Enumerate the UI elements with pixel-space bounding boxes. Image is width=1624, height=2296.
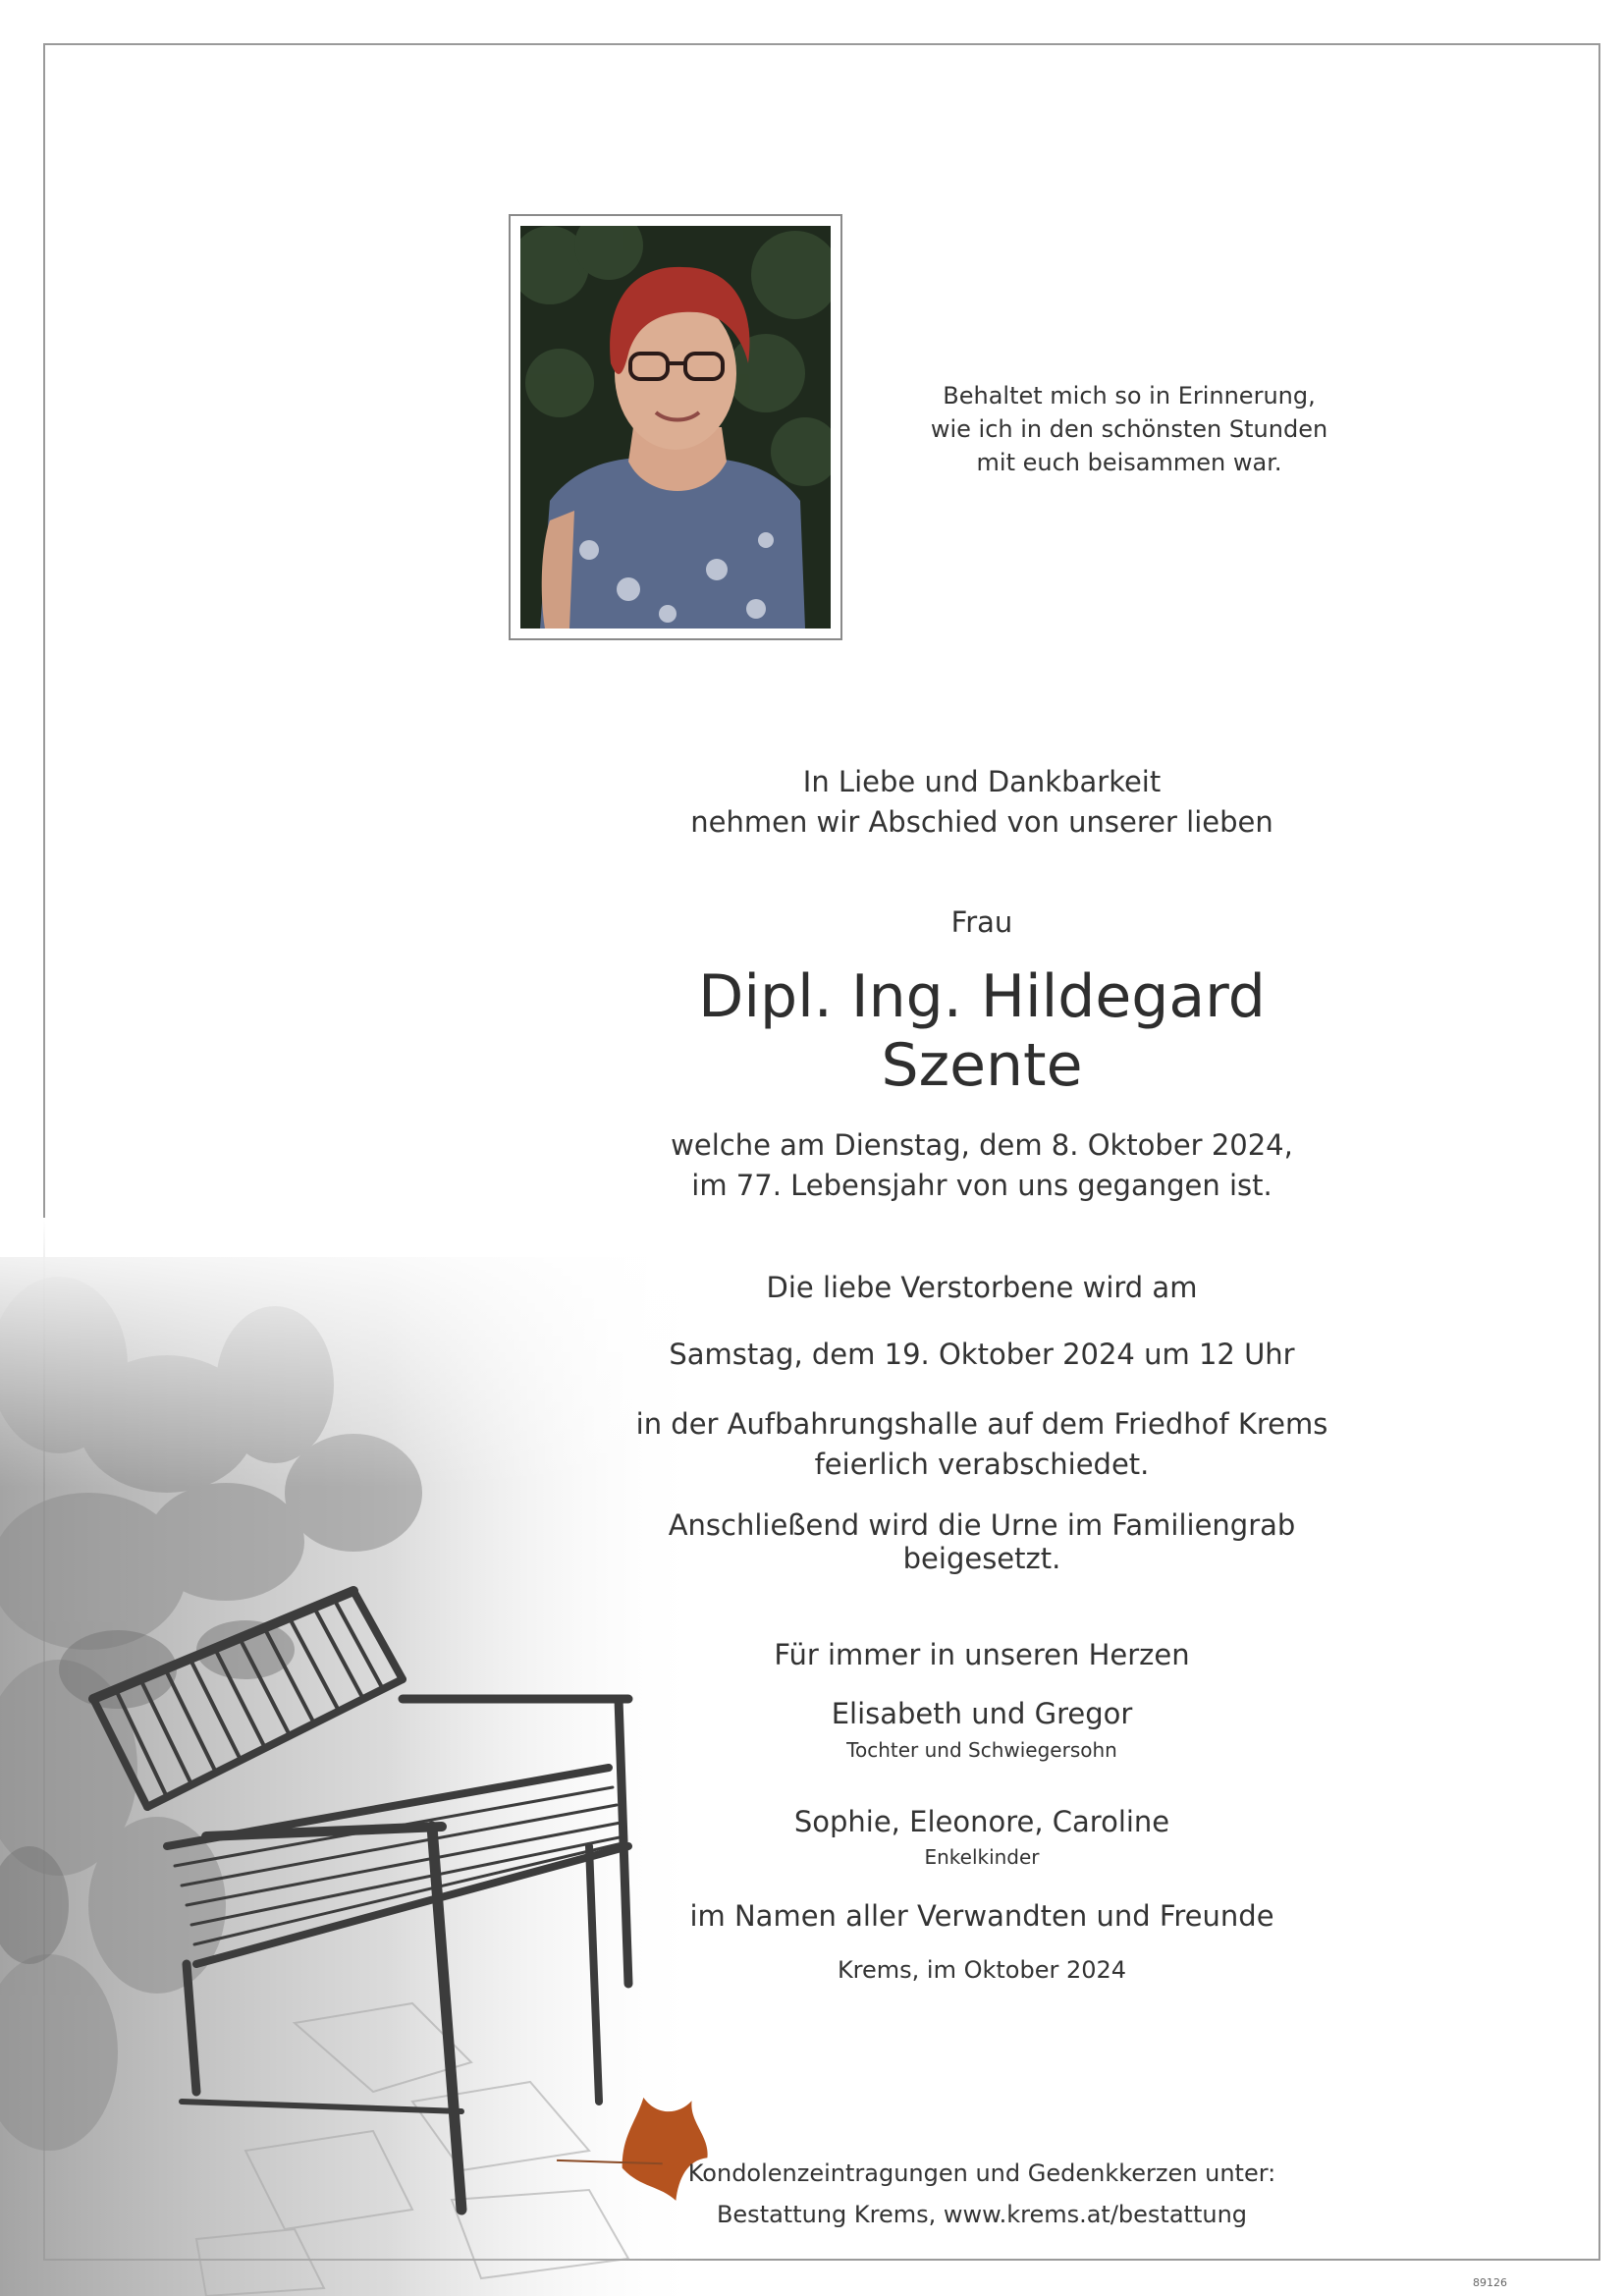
ceremony-place-line: in der Aufbahrungshalle auf dem Friedhof Krems bbox=[635, 1407, 1328, 1441]
condolence-line: Kondolenzeintragungen und Gedenkkerzen unter: bbox=[687, 2159, 1276, 2187]
mourner-group-relation: Enkelkinder bbox=[924, 1845, 1040, 1869]
death-info-line: im 77. Lebensjahr von uns gegangen ist. bbox=[691, 1169, 1272, 1202]
place-date: Krems, im Oktober 2024 bbox=[837, 1956, 1127, 1984]
ceremony-place-line: feierlich verabschiedet. bbox=[814, 1448, 1150, 1481]
death-info-line: welche am Dienstag, dem 8. Oktober 2024, bbox=[671, 1128, 1293, 1162]
mourner-group-names: Sophie, Eleonore, Caroline bbox=[793, 1805, 1170, 1838]
mourners-closing: im Namen aller Verwandten und Freunde bbox=[689, 1899, 1274, 1933]
intro-line: In Liebe und Dankbarkeit bbox=[802, 765, 1162, 798]
intro-line: nehmen wir Abschied von unserer lieben bbox=[690, 805, 1273, 839]
quote-line: mit euch beisammen war. bbox=[976, 449, 1282, 476]
quote-line: Behaltet mich so in Erinnerung, bbox=[943, 382, 1316, 410]
intro-text bbox=[589, 762, 1375, 843]
death-info bbox=[589, 1125, 1375, 1206]
burial-note: Anschließend wird die Urne im Familiengrab beigesetzt. bbox=[668, 1508, 1296, 1575]
ceremony-datetime: Samstag, dem 19. Oktober 2024 um 12 Uhr bbox=[669, 1338, 1295, 1371]
condolence-info bbox=[589, 2153, 1375, 2235]
portrait-photo bbox=[520, 226, 831, 629]
portrait-photo-frame bbox=[509, 214, 842, 640]
mourner-group-relation: Tochter und Schwiegersohn bbox=[846, 1738, 1117, 1762]
ceremony-place bbox=[589, 1404, 1375, 1485]
condolence-link[interactable]: Bestattung Krems, www.krems.at/bestattung bbox=[716, 2201, 1248, 2228]
memorial-quote bbox=[884, 379, 1375, 479]
quote-line: wie ich in den schönsten Stunden bbox=[930, 415, 1328, 443]
deceased-name: Dipl. Ing. Hildegard Szente bbox=[698, 962, 1266, 1100]
salutation: Frau bbox=[950, 905, 1013, 939]
print-code: 89126 bbox=[1473, 2276, 1507, 2289]
ceremony-intro: Die liebe Verstorbene wird am bbox=[766, 1271, 1198, 1304]
mourner-group-names: Elisabeth und Gregor bbox=[831, 1697, 1133, 1730]
mourners-heading: Für immer in unseren Herzen bbox=[774, 1638, 1190, 1671]
